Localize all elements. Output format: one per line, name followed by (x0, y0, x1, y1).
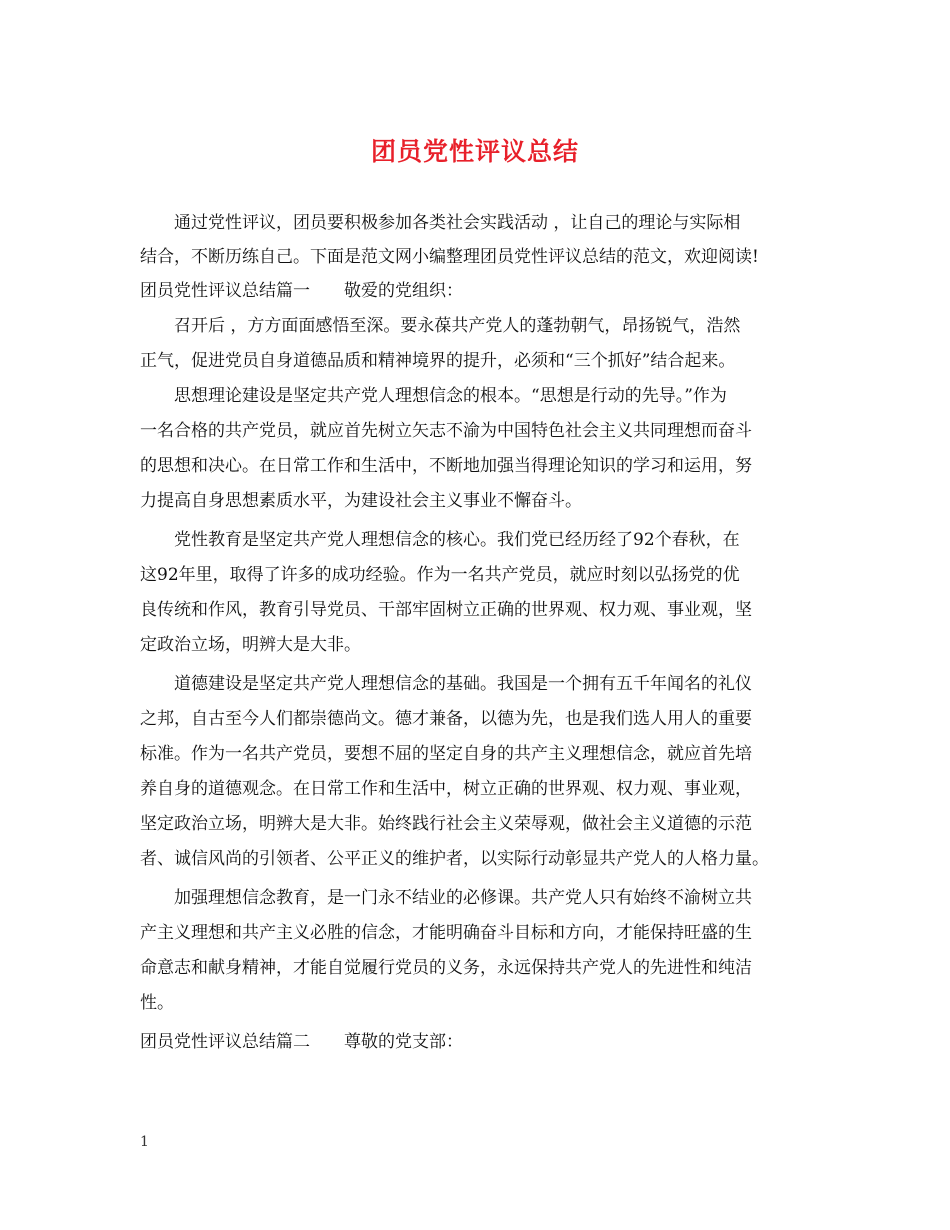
paragraph-line: 良传统和作风，教育引导党员、干部牢固树立正确的世界观、权力观、事业观，坚 (140, 600, 752, 620)
paragraph-line: 一名合格的共产党员，就应首先树立矢志不渝为中国特色社会主义共同理想而奋斗 (140, 421, 752, 441)
paragraph-line: 定政治立场，明辨大是大非。 (140, 635, 361, 655)
paragraph-line: 力提高自身思想素质水平，为建设社会主义事业不懈奋斗。 (140, 491, 582, 511)
paragraph-line: 党性教育是坚定共产党人理想信念的核心。我们党已经历经了92个春秋，在 (140, 530, 740, 550)
paragraph-line: 团员党性评议总结篇一 敬爱的党组织： (140, 281, 463, 301)
paragraph-line: 命意志和献身精神，才能自觉履行党员的义务，永远保持共产党人的先进性和纯洁 (140, 958, 752, 978)
paragraph-line: 思想理论建设是坚定共产党人理想信念的根本。“思想是行动的先导。”作为 (140, 386, 727, 406)
paragraph-line: 道德建设是坚定共产党人理想信念的基础。我国是一个拥有五千年闻名的礼仪 (140, 674, 752, 694)
paragraph-line: 标准。作为一名共产党员，要想不屈的坚定自身的共产主义理想信念，就应首先培 (140, 744, 752, 764)
paragraph-line: 这92年里，取得了许多的成功经验。作为一名共产党员，就应时刻以弘扬党的优 (140, 565, 740, 585)
paragraph-line: 正气，促进党员自身道德品质和精神境界的提升，必须和“三个抓好”结合起来。 (140, 351, 736, 371)
paragraph-line: 的思想和决心。在日常工作和生活中，不断地加强当得理论知识的学习和运用，努 (140, 456, 752, 476)
paragraph-line: 召开后 ，方方面面感悟至深。要永葆共产党人的蓬勃朝气，昂扬锐气，浩然 (140, 316, 741, 336)
paragraph-line: 性。 (140, 993, 174, 1013)
paragraph-line: 产主义理想和共产主义必胜的信念，才能明确奋斗目标和方向，才能保持旺盛的生 (140, 923, 752, 943)
paragraph-line: 者、诚信风尚的引领者、公平正义的维护者，以实际行动彰显共产党人的人格力量。 (140, 849, 769, 869)
paragraph-line: 团员党性评议总结篇二 尊敬的党支部： (140, 1032, 463, 1052)
paragraph-line: 加强理想信念教育，是一门永不结业的必修课。共产党人只有始终不渝树立共 (140, 888, 752, 908)
paragraph-line: 养自身的道德观念。在日常工作和生活中，树立正确的世界观、权力观、事业观， (140, 779, 752, 799)
page-number: 1 (140, 1134, 149, 1150)
paragraph-line: 通过党性评议，团员要积极参加各类社会实践活动 ，让自己的理论与实际相 (140, 213, 741, 233)
paragraph-line: 坚定政治立场，明辨大是大非。始终践行社会主义荣辱观，做社会主义道德的示范 (140, 814, 752, 834)
paragraph-line: 结合，不断历练自己。下面是范文网小编整理团员党性评议总结的范文，欢迎阅读! (140, 247, 759, 267)
document-title: 团员党性评议总结 (370, 137, 579, 166)
paragraph-line: 之邦，自古至今人们都崇德尚文。德才兼备，以德为先，也是我们选人用人的重要 (140, 709, 752, 729)
